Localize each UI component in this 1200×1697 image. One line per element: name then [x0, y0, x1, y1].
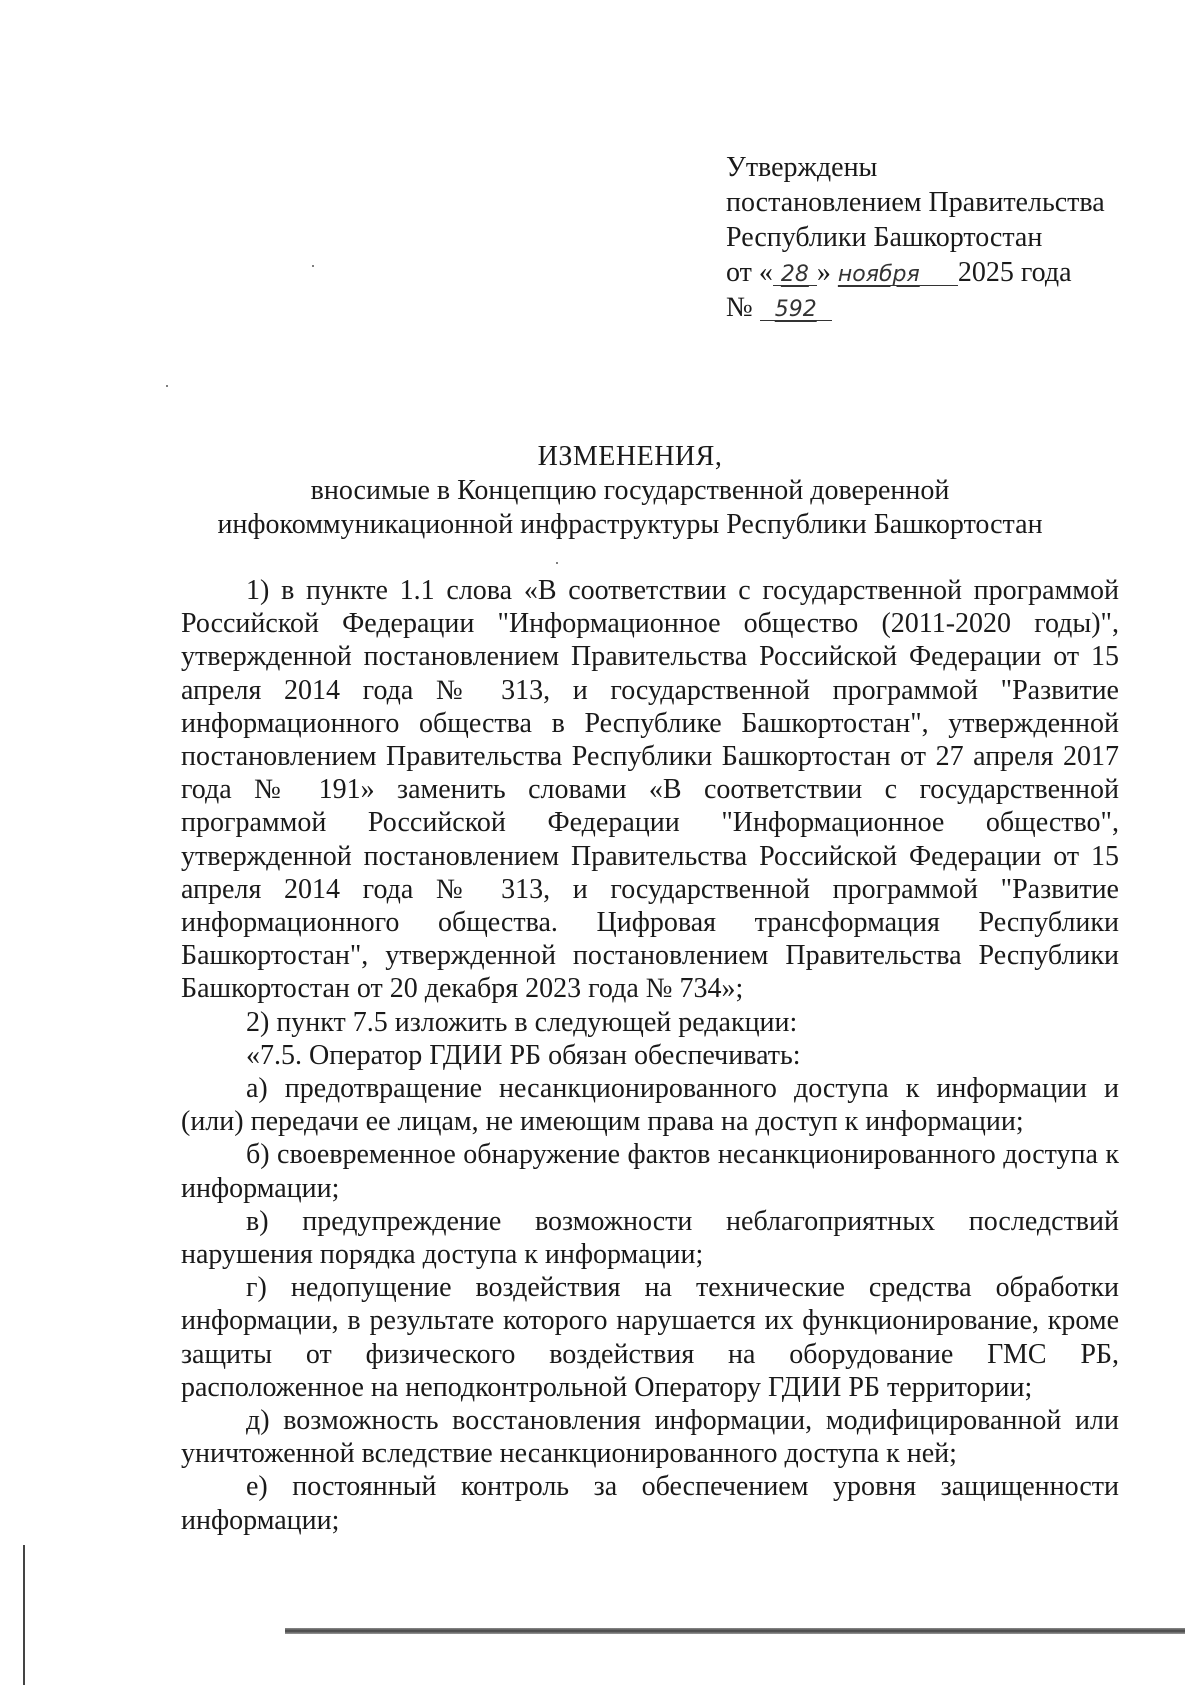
paragraph-5: б) своевременное обнаружение фактов несанкционированного доступа к информации; — [181, 1139, 1119, 1204]
paragraph-4: а) предотвращение несанкционированного доступа к информации и (или) передачи ее лицам, не имеющим права на доступ к информации; — [181, 1073, 1119, 1138]
approval-heading: Утверждены — [726, 152, 878, 183]
date-day-field — [773, 259, 817, 286]
scan-bottom-rule — [285, 1628, 1185, 1634]
document-subtitle-line-1: вносимые в Концепцию государственной доверенной — [310, 475, 950, 506]
date-month: ноября — [837, 262, 920, 287]
number-field — [760, 294, 832, 321]
scan-speck — [556, 562, 558, 564]
paragraph-1: 1) в пункте 1.1 слова «В соответствии с государственной программой Российской Федерации "Информационное общество (2011-2020 годы)", утвержденной постановлением Правительства Российской Федерации от 15 апреля 2014 года № 313, и государственной программой "Развитие информационного общества в Республике Башкортостан", утвержденной постановлением Правительства Республики Башкортостан от 27 апреля 2017 года № 191» заменить словами «В соответствии с государственной программой Российской Федерации "Информационное общество", утвержденной постановлением Правительства Российской Федерации от 15 апреля 2014 года № 313, и государственной программой "Развитие информационного общества. Цифровая трансформация Республики Башкортостан", утвержденной постановлением Правительства Республики Башкортостан от 20 декабря 2023 года № 734»; — [181, 575, 1119, 1005]
date-year: 2025 года — [957, 257, 1072, 288]
document-title-block — [150, 440, 1110, 542]
scan-edge-line — [23, 1545, 25, 1685]
scan-speck — [166, 385, 168, 387]
scan-speck — [312, 265, 314, 267]
approval-issuer-line: постановлением Правительства — [726, 187, 1105, 218]
date-prefix: от « — [726, 257, 773, 288]
number-prefix: № — [726, 292, 753, 323]
paragraph-2: 2) пункт 7.5 изложить в следующей редакции: — [246, 1006, 798, 1038]
paragraph-8: д) возможность восстановления информации, модифицированной или уничтоженной вследствие несанкционированного доступа к ней; — [181, 1405, 1119, 1470]
document-body — [181, 574, 1119, 1537]
document-subtitle-line-2: инфокоммуникационной инфраструктуры Республики Башкортостан — [217, 509, 1043, 540]
approval-region-line: Республики Башкортостан — [726, 222, 1043, 253]
paragraph-6: в) предупреждение возможности неблагоприятных последствий нарушения порядка доступа к информации; — [181, 1205, 1119, 1271]
paragraph-7: г) недопущение воздействия на технические средства обработки информации, в результате которого нарушается их функционирование, кроме защиты от физического воздействия на оборудование ГМС РБ, расположенное на неподконтрольной Оператору ГДИИ РБ территории; — [181, 1272, 1119, 1403]
date-mid: » — [816, 257, 831, 288]
approval-number-line — [726, 290, 1166, 325]
approval-date-line — [726, 255, 1166, 290]
approval-block — [726, 150, 1166, 325]
paragraph-9: е) постоянный контроль за обеспечением уровня защищенности информации; — [181, 1471, 1119, 1536]
date-month-field — [838, 259, 958, 286]
paragraph-3: «7.5. Оператор ГДИИ РБ обязан обеспечивать: — [246, 1039, 801, 1071]
date-day: 28 — [780, 262, 809, 287]
document-number: 592 — [774, 297, 817, 322]
document-title: ИЗМЕНЕНИЯ, — [537, 441, 723, 472]
